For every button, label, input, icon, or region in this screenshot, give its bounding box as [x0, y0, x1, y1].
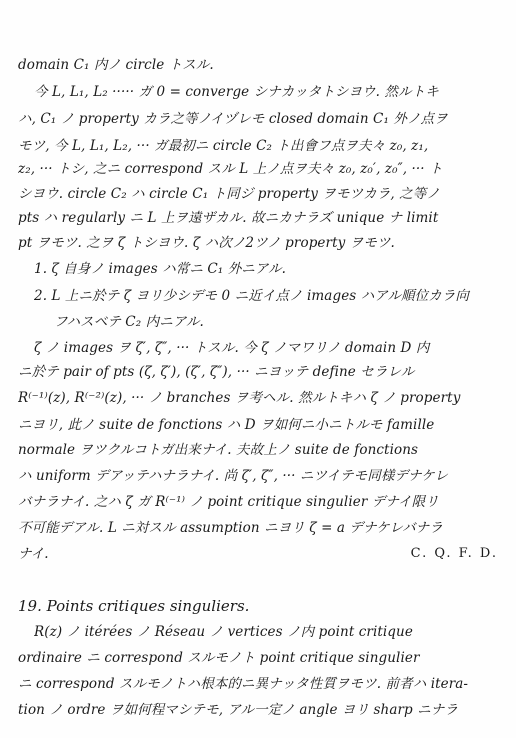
text-line: ハ, C₁ ノ property カラ之等ノイヅレモ closed domain C₁ 外ノ点ヲ [18, 111, 448, 127]
text-line: 不可能デアル. L ニ対スル assumption ニヨリ ζ = a デナケレバナラ [18, 520, 443, 536]
text-line: 今 L, L₁, L₂ ····· ガ 0 = converge シナカッタトシヨウ. 然ルトキ [34, 84, 439, 100]
text-line: domain C₁ 内ノ circle トスル. [18, 57, 214, 73]
text-line: バナラナイ. 之ハ ζ ガ R⁽⁻¹⁾ ノ point critique singulier デナイ限リ [18, 494, 439, 510]
text-line: モツ, 今 L, L₁, L₂, ··· ガ最初ニ circle C₂ ト出會フ点ヲ夫々 z₀, z₁, [18, 138, 429, 154]
text-line: pt ヲモツ. 之ヲ ζ トシヨウ. ζ ハ次ノ2ツノ property ヲモツ. [18, 235, 395, 251]
list-item: 2. L 上ニ於テ ζ ヨリ少シデモ 0 ニ近イ点ノ images ハアル順位カラ向 [34, 288, 469, 304]
text-line: z₂, ··· トシ, 之ニ correspond スル L 上ノ点ヲ夫々 z₀, z₀′, z₀″, ··· ト [18, 161, 443, 177]
text-line: tion ノ ordre ヲ如何程マシテモ, アル一定ノ angle ヨリ sharp ニナラ [18, 702, 458, 718]
text-line: ナイ. [18, 546, 49, 562]
text-line: シヨウ. circle C₂ ハ circle C₁ ト同ジ property ヲモツカラ, 之等ノ [18, 186, 440, 202]
text-line: ニ correspond スルモノトハ根本的ニ異ナッタ性質ヲモツ. 前者ハ itera- [18, 676, 469, 692]
section-title: 19. Points critiques singuliers. [18, 597, 250, 615]
qed-mark: C. Q. F. D. [410, 546, 498, 561]
text-line: ニ於テ pair of pts (ζ, ζ′), (ζ′, ζ″), ··· ニヨッテ define セラレル [18, 364, 415, 380]
list-item: 1. ζ 自身ノ images ハ常ニ C₁ 外ニアル. [34, 261, 286, 277]
text-line: ordinaire ニ correspond スルモノト point critique singulier [18, 650, 420, 666]
text-line: ニヨリ, 此ノ suite de fonctions ハ D ヲ如何ニ小ニトルモ famille [18, 417, 435, 433]
text-line: フハスベテ C₂ 内ニアル. [54, 314, 204, 330]
text-line: ハ uniform デアッテハナラナイ. 尚 ζ′, ζ″, ··· ニツイテモ同様デナケレ [18, 468, 449, 484]
text-line: R(z) ノ itérées ノ Réseau ノ vertices ノ内 point critique [34, 624, 413, 640]
text-line: pts ハ regularly ニ L 上ヲ遠ザカル. 故ニカナラズ unique ナ limit [18, 210, 439, 226]
text-line: ζ ノ images ヲ ζ′, ζ″, ··· トスル. 今 ζ ノマワリノ domain D 内 [34, 340, 430, 356]
text-line: normale ヲツクルコトガ出来ナイ. 夫故上ノ suite de fonctions [18, 442, 419, 458]
text-line: R⁽⁻¹⁾(z), R⁽⁻²⁾(z), ··· ノ branches ヲ考ヘル. 然ルトキハ ζ ノ property [18, 390, 461, 406]
